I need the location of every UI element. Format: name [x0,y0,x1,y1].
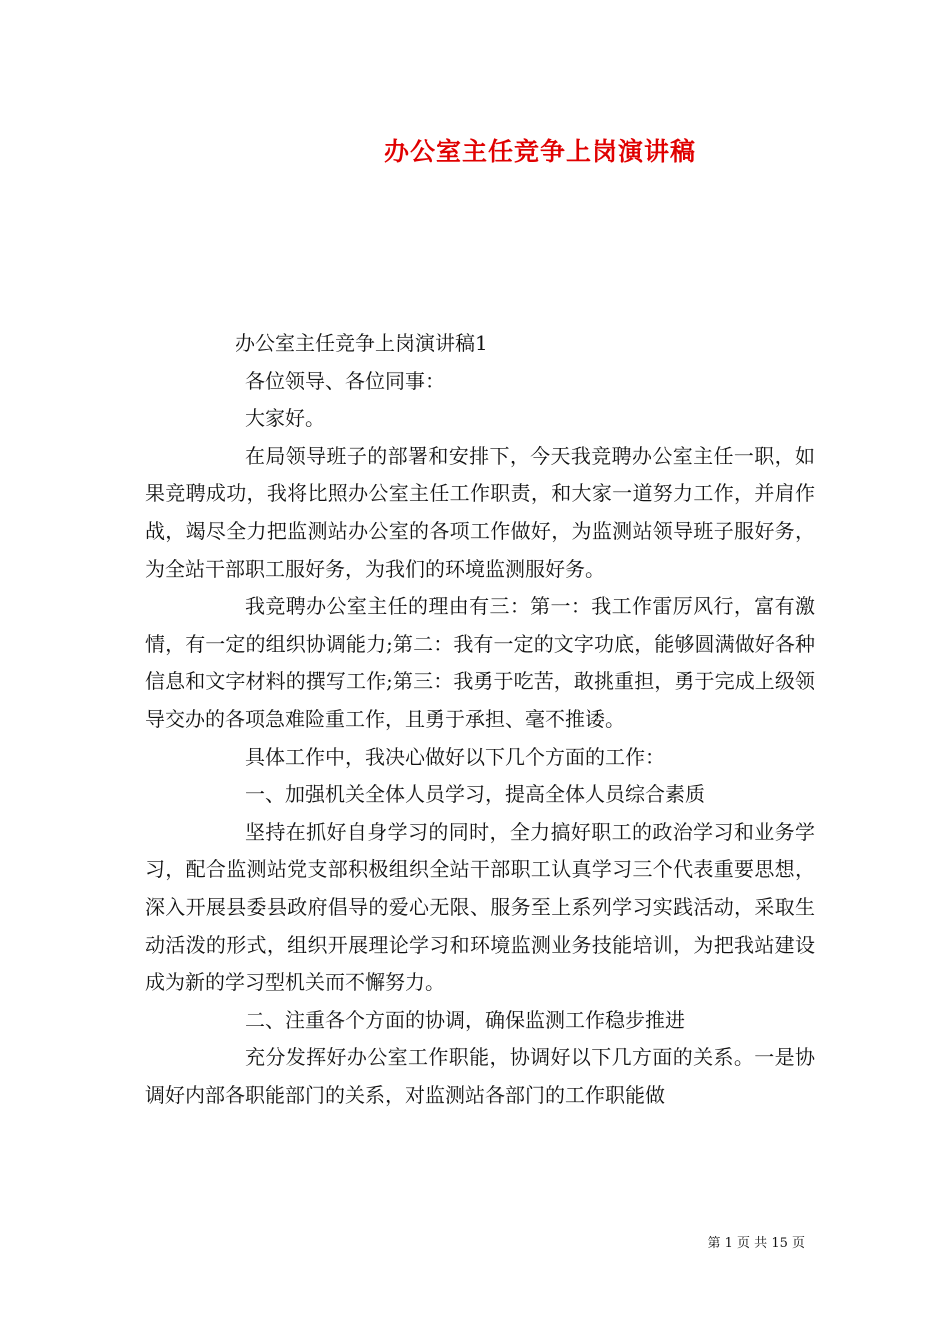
paragraph: 充分发挥好办公室工作职能，协调好以下几方面的关系。一是协调好内部各职能部门的关系，对监测站各部门的工作职能做 [145,1045,815,1107]
section-heading: 一、加强机关全体人员学习，提高全体人员综合素质 [245,782,705,807]
paragraph: 我竞聘办公室主任的理由有三：第一：我工作雷厉风行，富有激情，有一定的组织协调能力;第二：我有一定的文字功底，能够圆满做好各种信息和文字材料的撰写工作;第三：我勇于吃苦，敢挑重担，勇于完成上级领导交办的各项急难险重工作，且勇于承担、毫不推诿。 [145,594,815,731]
paragraph: 具体工作中，我决心做好以下几个方面的工作： [245,744,665,769]
page-number: 第 1 页 共 15 页 [707,1236,805,1251]
document-body [145,325,815,1114]
document-title: 办公室主任竞争上岗演讲稿 [383,137,696,166]
paragraph-greeting: 各位领导、各位同事： [245,368,445,393]
paragraph: 在局领导班子的部署和安排下，今天我竞聘办公室主任一职，如果竞聘成功，我将比照办公室主任工作职责，和大家一道努力工作，并肩作战，竭尽全力把监测站办公室的各项工作做好，为监测站领导班子服好务，为全站干部职工服好务，为我们的环境监测服好务。 [145,443,815,581]
section-heading: 二、注重各个方面的协调，确保监测工作稳步推进 [245,1007,685,1032]
paragraph: 坚持在抓好自身学习的同时，全力搞好职工的政治学习和业务学习，配合监测站党支部积极组织全站干部职工认真学习三个代表重要思想，深入开展县委县政府倡导的爱心无限、服务至上系列学习实践活动，采取生动活泼的形式，组织开展理论学习和环境监测业务技能培训，为把我站建设成为新的学习型机关而不懈努力。 [145,819,815,995]
paragraph-hello: 大家好。 [245,406,325,431]
document-subtitle: 办公室主任竞争上岗演讲稿1 [235,331,488,355]
